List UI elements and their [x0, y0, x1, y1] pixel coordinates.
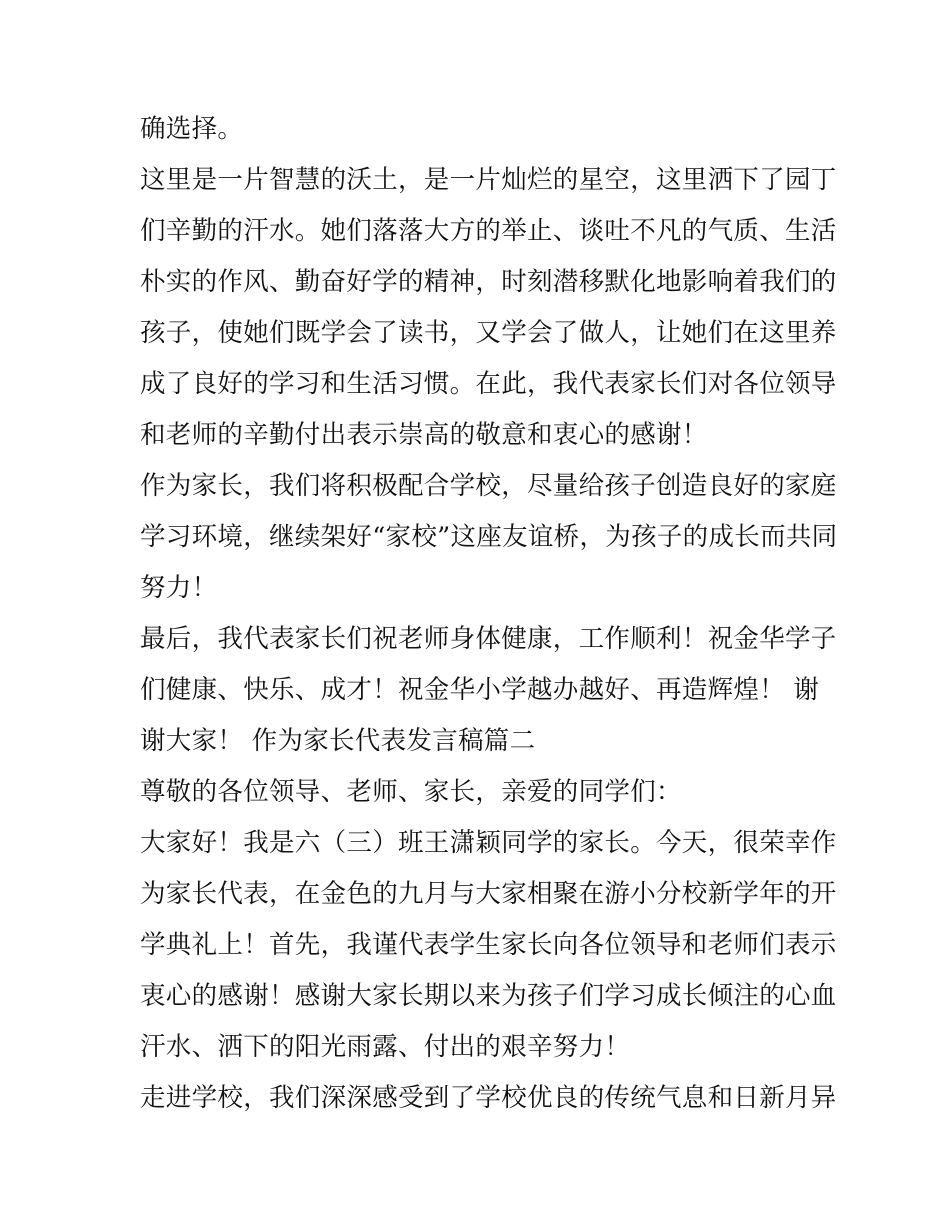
text-line: 成了良好的学习和生活习惯。在此，我代表家长们对各位领导: [140, 369, 837, 399]
text-line: 汗水、洒下的阳光雨露、付出的艰辛努力！: [140, 1032, 631, 1062]
text-line: 努力！: [140, 573, 218, 603]
text-line: 作为家长，我们将积极配合学校，尽量给孩子创造良好的家庭: [140, 471, 837, 501]
text-line: 谢大家！ 作为家长代表发言稿篇二: [140, 726, 536, 756]
text-line: 走进学校，我们深深感受到了学校优良的传统气息和日新月异: [140, 1083, 837, 1113]
text-line: 们辛勤的汗水。她们落落大方的举止、谈吐不凡的气质、生活: [140, 216, 837, 246]
text-line: 这里是一片智慧的沃土，是一片灿烂的星空，这里洒下了园丁: [140, 165, 837, 195]
text-line: 学习环境，继续架好“家校”这座友谊桥，为孩子的成长而共同: [140, 522, 838, 552]
text-line: 确选择。: [140, 114, 244, 144]
body-text: [140, 104, 838, 1124]
text-line: 们健康、快乐、成才！祝金华小学越办越好、再造辉煌！ 谢: [140, 675, 820, 705]
text-line: 孩子，使她们既学会了读书，又学会了做人，让她们在这里养: [140, 318, 837, 348]
text-line: 尊敬的各位领导、老师、家长，亲爱的同学们：: [140, 777, 682, 807]
text-line: 衷心的感谢！感谢大家长期以来为孩子们学习成长倾注的心血: [140, 981, 837, 1011]
text-line: 为家长代表，在金色的九月与大家相聚在游小分校新学年的开: [140, 879, 837, 909]
text-line: 和老师的辛勤付出表示崇高的敬意和衷心的感谢！: [140, 420, 708, 450]
text-line: 学典礼上！首先，我谨代表学生家长向各位领导和老师们表示: [140, 930, 837, 960]
text-line: 大家好！我是六（三）班王潇颖同学的家长。今天，很荣幸作: [140, 828, 837, 858]
text-line: 朴实的作风、勤奋好学的精神，时刻潜移默化地影响着我们的: [140, 267, 837, 297]
text-line: 最后，我代表家长们祝老师身体健康，工作顺利！祝金华学子: [140, 624, 837, 654]
